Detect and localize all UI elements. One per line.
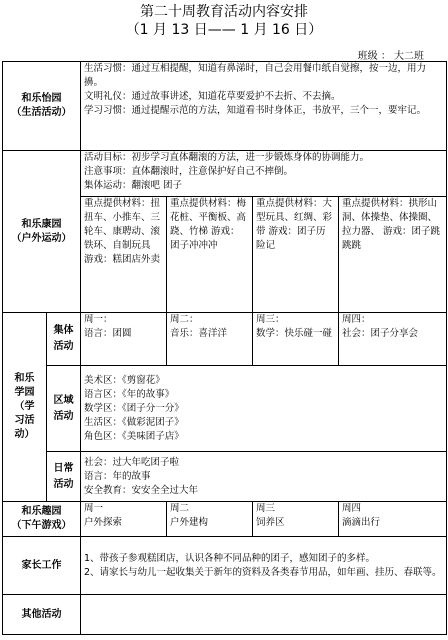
health-goal: 活动目标：初步学习直体翻滚的方法，进一步锻炼身体的协调能力。 (84, 152, 370, 163)
study-group-row (3, 313, 447, 366)
health-cell-1: 重点提供材料：扭扭车、小推车、三轮车、康聘动、滚铁环、自制玩具 游戏：糕团店外卖 (81, 197, 167, 313)
study-area-row (3, 366, 447, 452)
area-item: 生活区：《做彩泥团子》 (84, 416, 184, 428)
life-content (81, 62, 447, 151)
health-group: 集体运动：翻滚吧 团子 (84, 180, 183, 191)
health-head-row (3, 151, 447, 197)
fun-cell-3: 周三 饲养区 (253, 502, 339, 537)
date-range: （1 月 13 日—— 1 月 16 日） (125, 22, 323, 38)
area-item: 美术区：《剪窗花》 (84, 374, 165, 386)
health-cell-3: 重点提供材料：大型玩具、红绸、彩带 游戏：团子历险记 (253, 197, 339, 313)
other-row (3, 595, 447, 635)
health-cell-2: 重点提供材料：梅花桩、平衡板、高跷、竹梯 游戏：团子冲冲冲 (167, 197, 253, 313)
study-area-label: 区域 活动 (47, 366, 81, 452)
other-label: 其他活动 (3, 595, 81, 635)
health-cell-4: 重点提供材料：拱形山洞、体操垫、体操圈、拉力器、 游戏：团子跳跳跳 (339, 197, 447, 313)
study-group-cell-3: 周三： 数学：快乐碰一碰 (253, 313, 339, 366)
schedule-table (2, 61, 447, 635)
study-area-content (81, 366, 447, 452)
study-group-label: 集体 活动 (47, 313, 81, 366)
study-daily-label: 日常 活动 (47, 452, 81, 502)
class-label: 班级 ： 大二班 (357, 51, 424, 62)
parents-row (3, 537, 447, 595)
daily-item: 安全教育：安安全全过大年 (84, 484, 199, 496)
health-label: 和乐康园 （户外运动） (3, 151, 81, 313)
parents-item: 1、带孩子参观糕团店，认识各种不同品种的团子，感知团子的多样。 (84, 552, 376, 564)
area-item: 数学区：《团子分一分》 (84, 402, 184, 414)
area-item: 角色区：《美味团子店》 (84, 430, 184, 442)
study-group-cell-1: 周一： 语言：团圆 (81, 313, 167, 366)
other-content (81, 595, 447, 635)
fun-cell-1: 周一 户外探索 (81, 502, 167, 537)
life-label: 和乐怡园 （生活活动） (3, 62, 81, 151)
study-daily-content (81, 452, 447, 502)
fun-cell-4: 周四 滴滴出行 (339, 502, 447, 537)
parents-label: 家长工作 (3, 537, 81, 595)
daily-item: 社会：过大年吃团子啦 (84, 456, 180, 468)
life-study: 学习习惯：通过提醒示范的方法，知道看书时身体正，书放平，三个一，要牢记。 (84, 105, 427, 116)
parents-item: 2、请家长与幼儿一起收集关于新年的资料及各类春节用品，如年画、挂历、春联等。 (84, 566, 442, 578)
page-title: 第二十周教育活动内容安排 (140, 4, 308, 20)
parents-content (81, 537, 447, 595)
study-group-cell-2: 周二： 音乐：喜洋洋 (167, 313, 253, 366)
daily-item: 语言：年的故事 (84, 470, 151, 482)
study-label: 和乐 学园 （学 习活 动） (3, 313, 47, 502)
life-manner: 文明礼仪：通过故事讲述，知道花草要爱护不去折、不去摘。 (84, 91, 341, 102)
health-caution: 注意事项：直体翻滚时，注意保护好自己不摔倒。 (84, 166, 294, 177)
fun-row (3, 502, 447, 537)
study-group-cell-4: 周四： 社会：团子分享会 (339, 313, 447, 366)
fun-label: 和乐趣园 （下午游戏） (3, 502, 81, 537)
health-content (81, 151, 447, 197)
fun-cell-2: 周二 户外建构 (167, 502, 253, 537)
study-daily-row (3, 452, 447, 502)
life-row (3, 62, 447, 151)
area-item: 语言区：《年的故事》 (84, 388, 175, 400)
life-habit: 生活习惯：通过互相提醒，知道有鼻涕时，自己会用餐巾纸自觉擦，按一边，用力擤。 (84, 63, 427, 88)
